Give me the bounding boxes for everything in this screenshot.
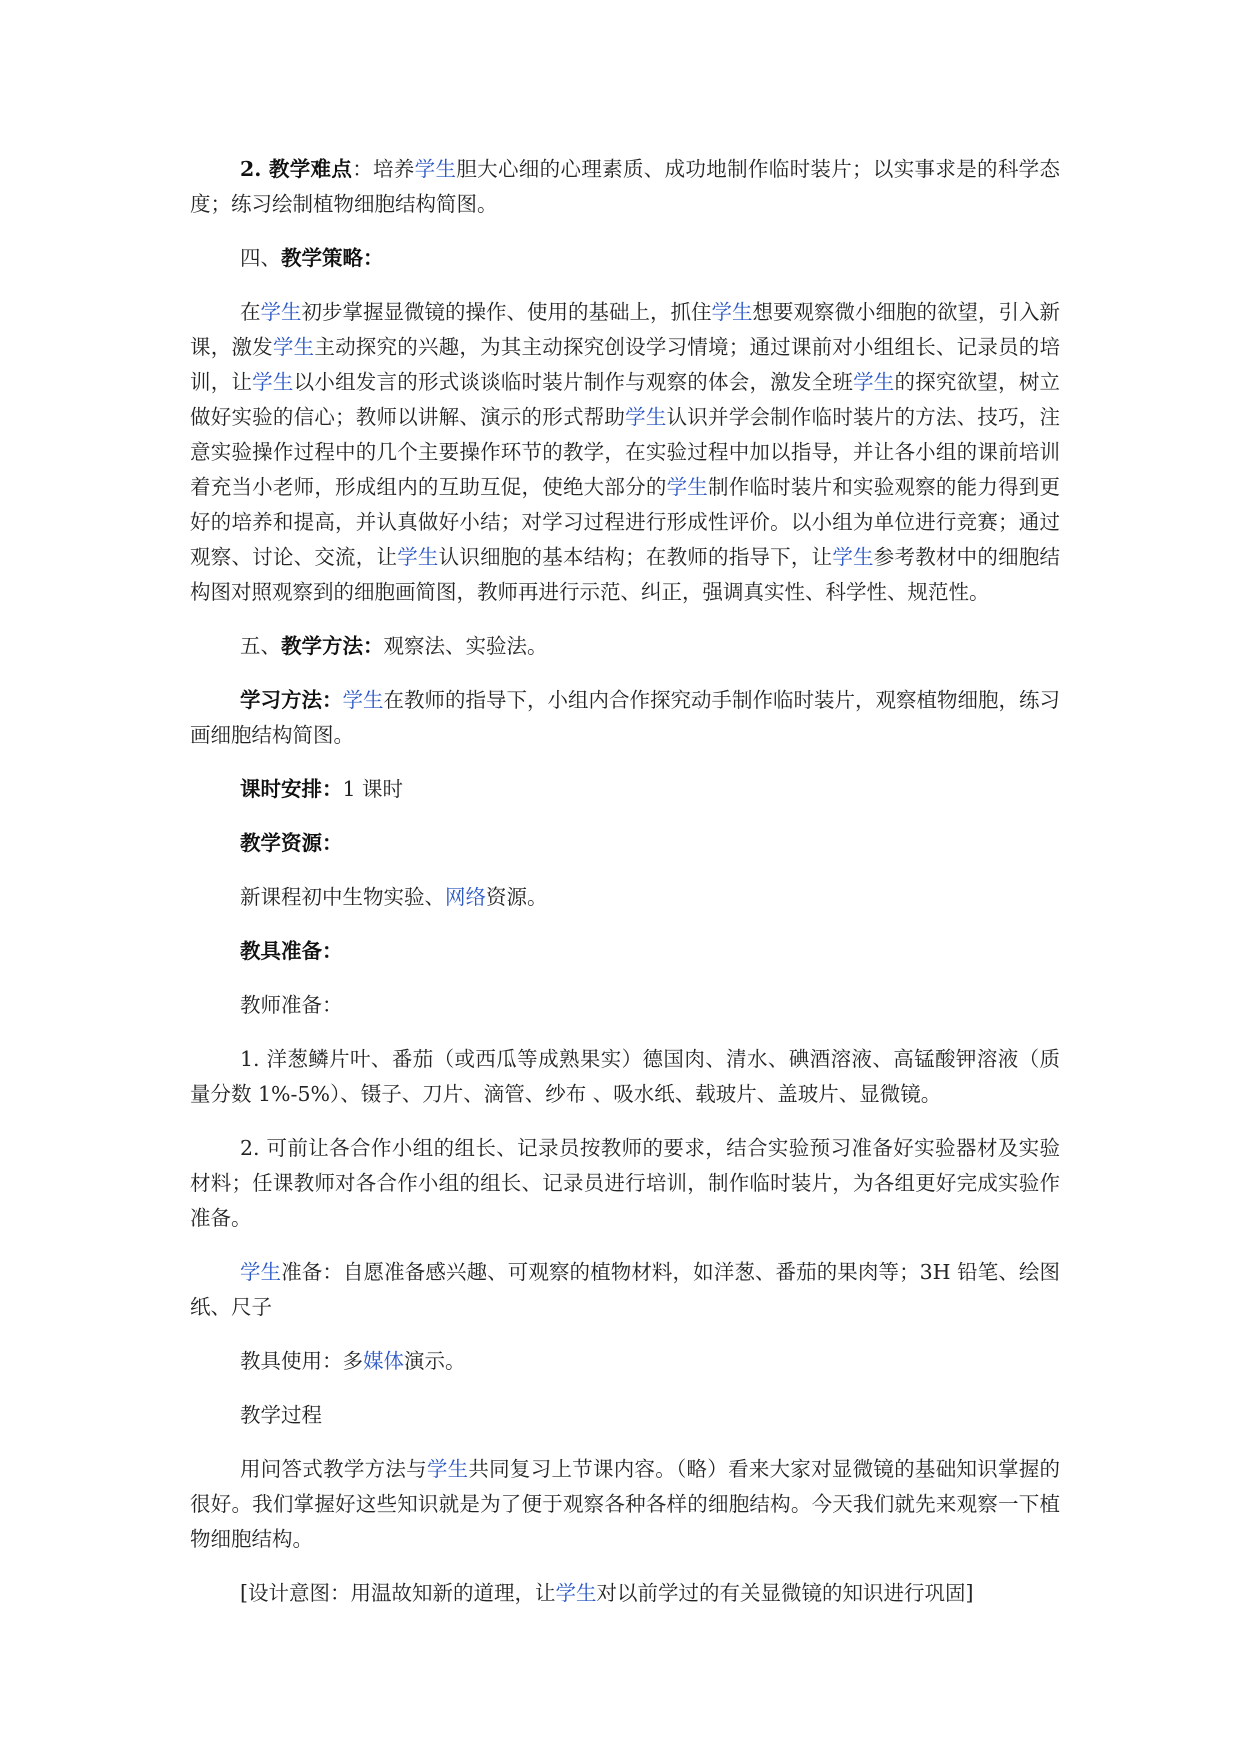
teaching-resources-heading xyxy=(190,826,1060,861)
teaching-resources-paragraph: 新课程初中生物实验、网络资源。 xyxy=(240,885,548,909)
teacher-prep-item-2: 2. 可前让各合作小组的组长、记录员按教师的要求，结合实验预习准备好实验器材及实验材料；任课教师对各合作小组的组长、记录员进行培训，制作临时装片，为各组更好完成实验作准备。 xyxy=(190,1136,1060,1230)
student-link[interactable]: 学生 xyxy=(426,1457,469,1481)
section-heading-strategy: 四、教学策略： xyxy=(240,246,384,270)
teaching-difficulty-paragraph: 2. 教学难点：培养学生胆大心细的心理素质、成功地制作临时装片；以实事求是的科学态度；练习绘制植物细胞结构简图。 xyxy=(190,157,1061,216)
teaching-process-heading: 教学过程 xyxy=(240,1403,322,1427)
equipment-label: 教具准备： xyxy=(240,939,343,963)
class-hours-paragraph: 课时安排：1 课时 xyxy=(240,777,404,801)
review-paragraph: 用问答式教学方法与学生共同复习上节课内容。（略）看来大家对显微镜的基础知识掌握的很好。我们掌握好这些知识就是为了便于观察各种各样的细胞结构。今天我们就先来观察一下植物细胞结构。 xyxy=(190,1457,1061,1551)
student-link[interactable]: 学生 xyxy=(666,475,709,499)
student-link[interactable]: 学生 xyxy=(711,300,753,324)
document-page xyxy=(190,152,1060,1630)
student-link[interactable]: 学生 xyxy=(832,545,874,569)
student-prep-paragraph: 学生准备：自愿准备感兴趣、可观察的植物材料，如洋葱、番茄的果肉等；3H 铅笔、绘图纸、尺子 xyxy=(190,1260,1061,1319)
learning-method-label: 学习方法： xyxy=(240,688,343,712)
student-link[interactable]: 学生 xyxy=(853,370,895,394)
student-link[interactable]: 学生 xyxy=(252,370,294,394)
teaching-resources-label: 教学资源： xyxy=(240,831,343,855)
student-link[interactable]: 学生 xyxy=(625,405,667,429)
student-link[interactable]: 学生 xyxy=(414,157,457,181)
media-link[interactable]: 媒体 xyxy=(363,1349,404,1373)
equipment-heading xyxy=(190,934,1060,969)
network-link[interactable]: 网络 xyxy=(445,885,486,909)
teaching-method-label: 教学方法： xyxy=(281,634,384,658)
teaching-method-paragraph: 五、教学方法：观察法、实验法。 xyxy=(240,634,548,658)
teaching-difficulty-label: 2. 教学难点 xyxy=(240,157,353,181)
student-link[interactable]: 学生 xyxy=(240,1260,282,1284)
design-intent-paragraph: [设计意图：用温故知新的道理，让学生对以前学过的有关显微镜的知识进行巩固] xyxy=(240,1581,974,1605)
learning-method-paragraph: 学习方法：学生在教师的指导下，小组内合作探究动手制作临时装片，观察植物细胞，练习画细胞结构简图。 xyxy=(190,688,1060,747)
class-hours-label: 课时安排： xyxy=(240,777,343,801)
student-link[interactable]: 学生 xyxy=(272,335,315,359)
teacher-prep-item-1: 1. 洋葱鳞片叶、番茄（或西瓜等成熟果实）德国肉、清水、碘酒溶液、高锰酸钾溶液（质量分数 1%-5%）、镊子、刀片、滴管、纱布 、吸水纸、载玻片、盖玻片、显微镜。 xyxy=(190,1047,1060,1106)
student-link[interactable]: 学生 xyxy=(260,300,302,324)
strategy-label: 教学策略： xyxy=(281,246,384,270)
teacher-prep-heading: 教师准备： xyxy=(240,993,343,1017)
strategy-paragraph: 在学生初步掌握显微镜的操作、使用的基础上，抓住学生想要观察微小细胞的欲望，引入新课，激发学生主动探究的兴趣，为其主动探究创设学习情境；通过课前对小组组长、记录员的培训，让学生以小组发言的形式谈谈临时装片制作与观察的体会，激发全班学生的探究欲望，树立做好实验的信心；教师以讲解、演示的形式帮助学生认识并学会制作临时装片的方法、技巧，注意实验操作过程中的几个主要操作环节的教学，在实验过程中加以指导，并让各小组的课前培训着充当小老师，形成组内的互助互促，使绝大部分的学生制作临时装片和实验观察的能力得到更好的培养和提高，并认真做好小结；对学习过程进行形成性评价。以小组为单位进行竞赛；通过观察、讨论、交流，让学生认识细胞的基本结构；在教师的指导下，让学生参考教材中的细胞结构图对照观察到的细胞画简图，教师再进行示范、纠正，强调真实性、科学性、规范性。 xyxy=(190,300,1061,604)
student-link[interactable]: 学生 xyxy=(342,688,384,712)
student-link[interactable]: 学生 xyxy=(397,545,439,569)
student-link[interactable]: 学生 xyxy=(555,1581,597,1605)
equipment-use-paragraph: 教具使用：多媒体演示。 xyxy=(240,1349,466,1373)
